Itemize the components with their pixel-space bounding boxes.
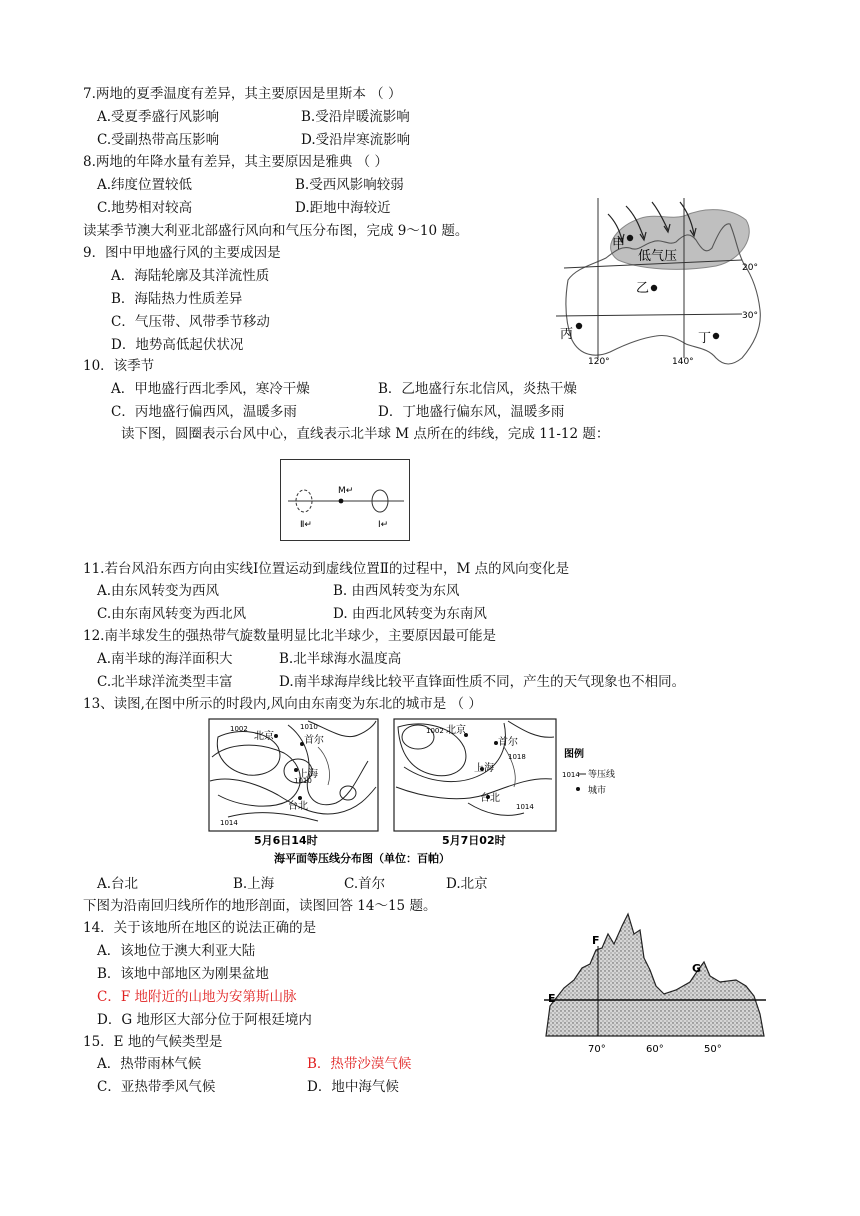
intro-14-15: 下图为沿南回归线所作的地形剖面，读图回答 14～15 题。 [83, 898, 437, 914]
q12-option-b: B.北半球海水温度高 [279, 651, 402, 667]
label-50: 50° [704, 1044, 722, 1055]
q9-stem: 9．图中甲地盛行风的主要成因是 [83, 245, 281, 261]
label-70: 70° [588, 1044, 606, 1055]
q11-stem: 11.若台风沿东西方向由实线Ⅰ位置运动到虚线位置Ⅱ的过程中，M 点的风向变化是 [83, 561, 570, 577]
q7-option-c: C.受副热带高压影响 [97, 132, 220, 148]
q9-option-a: A．海陆轮廓及其洋流性质 [111, 268, 270, 284]
q15-stem: 15．E 地的气候类型是 [83, 1034, 223, 1050]
label-jia: 甲 [612, 237, 626, 252]
terrain-profile-figure [540, 910, 768, 1058]
m1-shanghai: 上海 [298, 769, 318, 780]
q12-option-c: C.北半球洋流类型丰富 [97, 674, 233, 690]
m1-seoul: 首尔 [304, 735, 324, 746]
q9-option-b: B．海陆热力性质差异 [111, 291, 243, 307]
q8-stem: 8.两地的年降水量有差异，其主要原因是雅典 （ ） [83, 154, 388, 170]
label-yi: 乙 [636, 281, 650, 296]
legend-city-label: 城市 [588, 786, 607, 796]
q14-option-c: C．F 地附近的山地为安第斯山脉 [97, 989, 297, 1005]
m2-taipei: 台北 [480, 793, 500, 804]
q15-option-a: A．热带雨林气候 [97, 1056, 202, 1072]
legend-title: 图例 [564, 749, 584, 760]
map2-time: 5月7日02时 [442, 834, 506, 847]
q10-option-c: C．丙地盛行偏西风，温暖多雨 [111, 404, 297, 420]
label-g: G [692, 962, 702, 975]
q10-stem: 10．该季节 [83, 358, 155, 374]
intro-9-10: 读某季节澳大利亚北部盛行风向和气压分布图，完成 9～10 题。 [83, 223, 469, 239]
map1-time: 5月6日14时 [254, 834, 318, 847]
q8-option-a: A.纬度位置较低 [97, 177, 193, 193]
label-60: 60° [646, 1044, 664, 1055]
typhoon-figure [280, 459, 410, 541]
q13-stem: 13、读图,在图中所示的时段内,风向由东南变为东北的城市是 （ ） [83, 696, 482, 712]
terrain-profile [546, 914, 764, 1036]
q12-option-a: A.南半球的海洋面积大 [97, 651, 233, 667]
q7-option-b: B.受沿岸暖流影响 [301, 109, 410, 125]
q14-stem: 14．关于该地所在地区的说法正确的是 [83, 920, 317, 936]
m1-p2: 1010 [300, 723, 318, 731]
label-lon-120: 120° [588, 357, 610, 367]
label-lat-20: 20° [742, 263, 758, 273]
label-lat-30: 30° [742, 311, 758, 321]
label-ding: 丁 [698, 331, 712, 346]
q11-option-c: C.由东南风转变为西北风 [97, 606, 247, 622]
point-ding [713, 333, 719, 339]
q7-option-d: D.受沿岸寒流影响 [301, 132, 411, 148]
m1-p1: 1002 [230, 725, 248, 733]
label-bing: 丙 [560, 327, 574, 342]
q12-stem: 12.南半球发生的强热带气旋数量明显比北半球少，主要原因最可能是 [83, 628, 496, 644]
q13-option-d: D.北京 [446, 876, 488, 892]
q15-option-c: C．亚热带季风气候 [97, 1079, 216, 1095]
q13-option-a: A.台北 [97, 876, 139, 892]
isobar-map-may6 [209, 719, 378, 831]
q11-option-d: D. 由西北风转变为东南风 [333, 606, 487, 622]
q8-option-c: C.地势相对较高 [97, 200, 193, 216]
q15-option-d: D．地中海气候 [307, 1079, 399, 1095]
legend-isobar-label: 等压线 [588, 770, 616, 780]
m2-seoul: 首尔 [498, 737, 518, 748]
intro-11-12: 读下图，圆圈表示台风中心，直线表示北半球 M 点所在的纬线，完成 11-12 题： [121, 426, 610, 442]
m2-p1: 1002 [426, 727, 444, 735]
q13-option-b: B.上海 [233, 876, 275, 892]
australia-wind-pressure-map [556, 198, 766, 378]
m1-beijing: 北京 [254, 731, 274, 742]
label-low-pressure: 低气压 [638, 249, 678, 264]
label-e: E [548, 992, 556, 1005]
isobar-map-may7 [394, 719, 556, 831]
q10-option-b: B．乙地盛行东北信风，炎热干燥 [378, 381, 577, 397]
q15-option-b: B．热带沙漠气候 [307, 1056, 412, 1072]
point-jia [627, 235, 633, 241]
q13-option-c: C.首尔 [344, 876, 386, 892]
q10-option-d: D．丁地盛行偏东风，温暖多雨 [378, 404, 565, 420]
point-m [339, 499, 344, 504]
q11-option-b: B. 由西风转变为东风 [333, 583, 460, 599]
label-i: Ⅰ↵ [378, 520, 389, 530]
q7-stem: 7.两地的夏季温度有差异，其主要原因是里斯本 （ ） [83, 86, 402, 102]
legend-isobar-value: 1014 [562, 771, 580, 779]
q14-option-b: B．该地中部地区为刚果盆地 [97, 966, 269, 982]
isobar-legend [562, 747, 615, 796]
m1-p4: 1010 [294, 777, 312, 785]
isobar-caption: 海平面等压线分布图（单位：百帕） [274, 852, 450, 865]
q14-option-d: D．G 地形区大部分位于阿根廷境内 [97, 1012, 312, 1028]
m2-p2: 1018 [508, 753, 526, 761]
q11-option-a: A.由东风转变为西风 [97, 583, 220, 599]
label-lon-140: 140° [672, 357, 694, 367]
q12-option-d: D.南半球海岸线比较平直锋面性质不同，产生的天气现象也不相同。 [279, 674, 686, 690]
point-bing [576, 323, 582, 329]
q7-option-a: A.受夏季盛行风影响 [97, 109, 220, 125]
q14-option-a: A．该地位于澳大利亚大陆 [97, 943, 256, 959]
m1-taipei: 台北 [288, 801, 308, 812]
q10-option-a: A．甲地盛行西北季风，寒冷干燥 [111, 381, 310, 397]
q9-option-c: C．气压带、风带季节移动 [111, 314, 270, 330]
q8-option-d: D.距地中海较近 [295, 200, 391, 216]
m1-p3: 1014 [220, 819, 238, 827]
label-f: F [592, 934, 600, 947]
m2-beijing: 北京 [446, 725, 466, 736]
m2-shanghai: 上海 [474, 763, 494, 774]
m2-p3: 1014 [516, 803, 534, 811]
label-ii: Ⅱ↵ [300, 520, 312, 530]
isobar-maps-figure [208, 717, 628, 869]
label-m: M↵ [338, 486, 354, 496]
point-yi [651, 285, 657, 291]
q8-option-b: B.受西风影响较弱 [295, 177, 404, 193]
q9-option-d: D．地势高低起伏状况 [111, 337, 244, 353]
